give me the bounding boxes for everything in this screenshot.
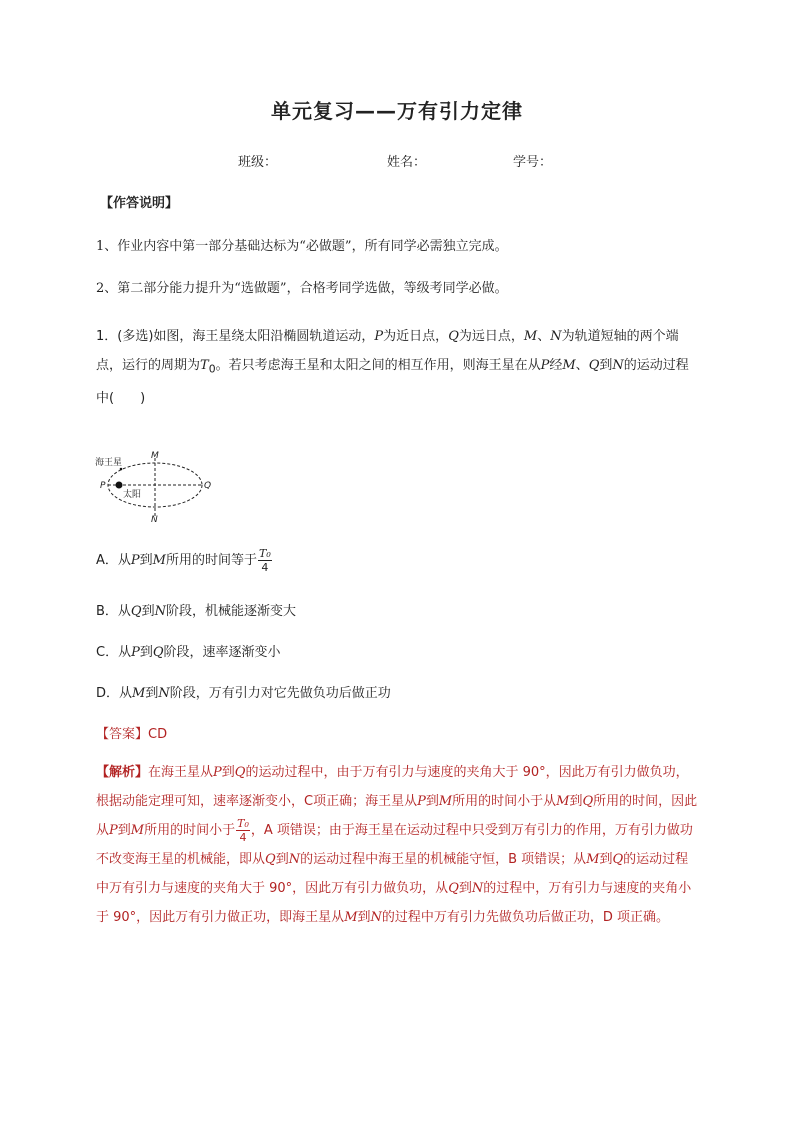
fraction-t0-over-4: $\frac{\text{T₀}}{4}$ bbox=[259, 547, 271, 574]
question-stem: 1．(多选)如图，海王星绕太阳沿椭圆轨道运动，P为近日点，Q为远日点，M、N为轨道短轴的两个端点，运行的周期为$T_0$。若只考虑海王星和太阳之间的相互作用，则海王星在从P经M、Q到N的运动过程中( ) bbox=[96, 329, 689, 406]
option-c: C．从P到Q阶段，速率逐渐变小 bbox=[96, 645, 281, 660]
sun-dot bbox=[116, 482, 123, 489]
point-m-label: M bbox=[151, 451, 159, 461]
point-n-label: N bbox=[151, 515, 158, 524]
fraction-t0-over-4-analysis: $\frac{\text{T₀}}{4}$ bbox=[237, 817, 249, 844]
orbit-diagram bbox=[94, 448, 219, 524]
answer: 【答案】CD bbox=[96, 727, 168, 742]
point-q-label: Q bbox=[204, 481, 212, 491]
instruction-item-1: 1、作业内容中第一部分基础达标为“必做题”，所有同学必需独立完成。 bbox=[96, 239, 508, 254]
page-title: 单元复习——万有引力定律 bbox=[271, 99, 523, 123]
neptune-dot bbox=[120, 468, 123, 471]
instruction-item-2: 2、第二部分能力提升为“选做题”，合格考同学选做，等级考同学必做。 bbox=[96, 281, 508, 296]
point-p-label: P bbox=[100, 481, 106, 491]
name-label: 姓名： bbox=[387, 155, 427, 170]
student-id-label: 学号： bbox=[513, 155, 553, 170]
option-b: B．从Q到N阶段，机械能逐渐变大 bbox=[96, 604, 296, 619]
option-d: D．从M到N阶段，万有引力对它先做负功后做正功 bbox=[96, 686, 391, 701]
neptune-label: 海王星 bbox=[95, 458, 123, 468]
sun-label: 太阳 bbox=[123, 490, 142, 500]
analysis: 【解析】在海王星从P到Q的运动过程中，由于万有引力与速度的夹角大于 90°，因此万有引力做负功，根据动能定理可知，速率逐渐变小，C项正确；海王星从P到M所用的时间小于从M到Q所用的时间，因此从P到M所用的时间小于 $\frac{\text{T₀}}{4}$ ，A 项错误；由于海王星在运动过程中只受到万有引力的作用，万有引力做功不改变海王星的机械能，即从Q到N的运动过程中海王星的机械能守恒，B 项错误；从M到Q的运动过程中万有引力与速度的夹角大于 90°，因此万有引力做负功，从Q到N的过程中，万有引力与速度的夹角小于 90°，因此万有引力做正功，即海王星从M到N的过程中万有引力先做负功后做正功，D 项正确。 bbox=[96, 765, 698, 925]
option-a: A．从P到M所用的时间等于 $\frac{\text{T₀}}{4}$ bbox=[96, 547, 271, 574]
class-label: 班级： bbox=[238, 155, 278, 170]
instructions-heading: 【作答说明】 bbox=[100, 196, 179, 211]
